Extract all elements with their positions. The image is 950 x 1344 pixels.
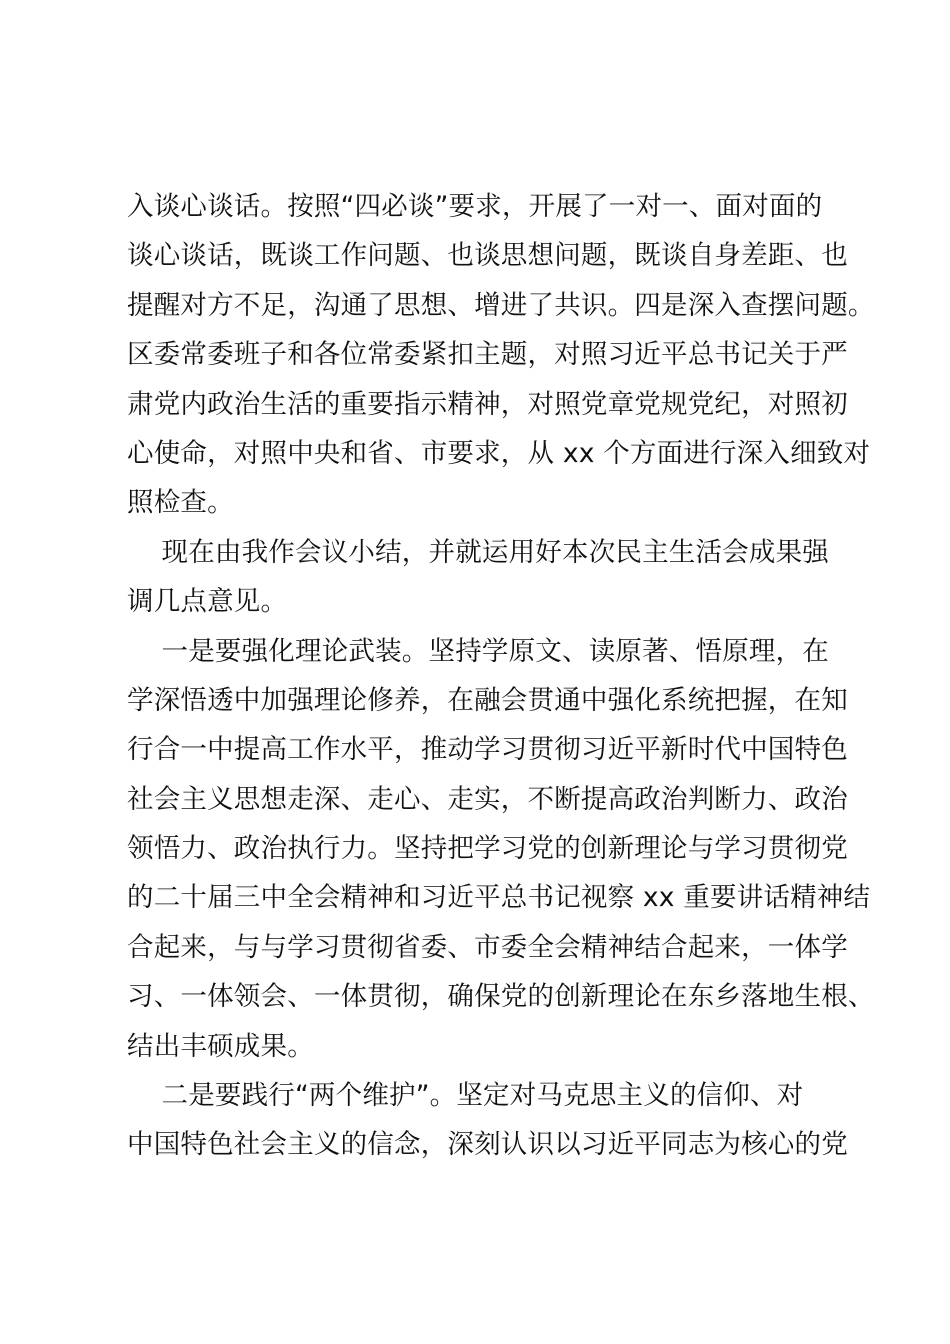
text-line: 调几点意见。: [127, 586, 288, 618]
text-line: 照检查。: [127, 487, 234, 519]
text-line: 行合一中提高工作水平，推动学习贯彻习近平新时代中国特色: [127, 734, 848, 766]
text-line: 学深悟透中加强理论修养，在融会贯通中强化系统把握，在知: [127, 684, 848, 716]
document-body: [127, 182, 875, 1170]
text-line: 入谈心谈话。按照“四必谈”要求，开展了一对一、面对面的: [127, 191, 823, 222]
text-line: 区委常委班子和各位常委紧扣主题，对照习近平总书记关于严: [127, 339, 848, 371]
text-line: 心使命，对照中央和省、市要求，从 xx 个方面进行深入细致对: [127, 437, 871, 469]
text-line: 一是要强化理论武装。坚持学原文、读原著、悟原理，在: [127, 635, 829, 667]
text-line: 合起来，与与学习贯彻省委、市委全会精神结合起来，一体学: [127, 931, 848, 963]
text-line: 肃党内政治生活的重要指示精神，对照党章党规党纪，对照初: [127, 388, 848, 420]
text-line: 社会主义思想走深、走心、走实，不断提高政治判断力、政治: [127, 783, 848, 815]
text-line: 领悟力、政治执行力。坚持把学习党的创新理论与学习贯彻党: [127, 833, 848, 865]
text-line: 结出丰硕成果。: [127, 1030, 314, 1062]
text-line: 提醒对方不足，沟通了思想、增进了共识。四是深入查摆问题。: [127, 289, 875, 321]
text-line: 习、一体领会、一体贯彻，确保党的创新理论在东乡落地生根、: [127, 981, 875, 1013]
text-line: 的二十届三中全会精神和习近平总书记视察 xx 重要讲话精神结: [127, 882, 871, 914]
text-line: 现在由我作会议小结，并就运用好本次民主生活会成果强: [127, 536, 829, 568]
text-line: 谈心谈话，既谈工作问题、也谈思想问题，既谈自身差距、也: [127, 240, 848, 272]
text-line: 二是要践行“两个维护”。坚定对马克思主义的信仰、对: [127, 1080, 804, 1112]
text-line: 中国特色社会主义的信念，深刻认识以习近平同志为核心的党: [127, 1129, 848, 1161]
